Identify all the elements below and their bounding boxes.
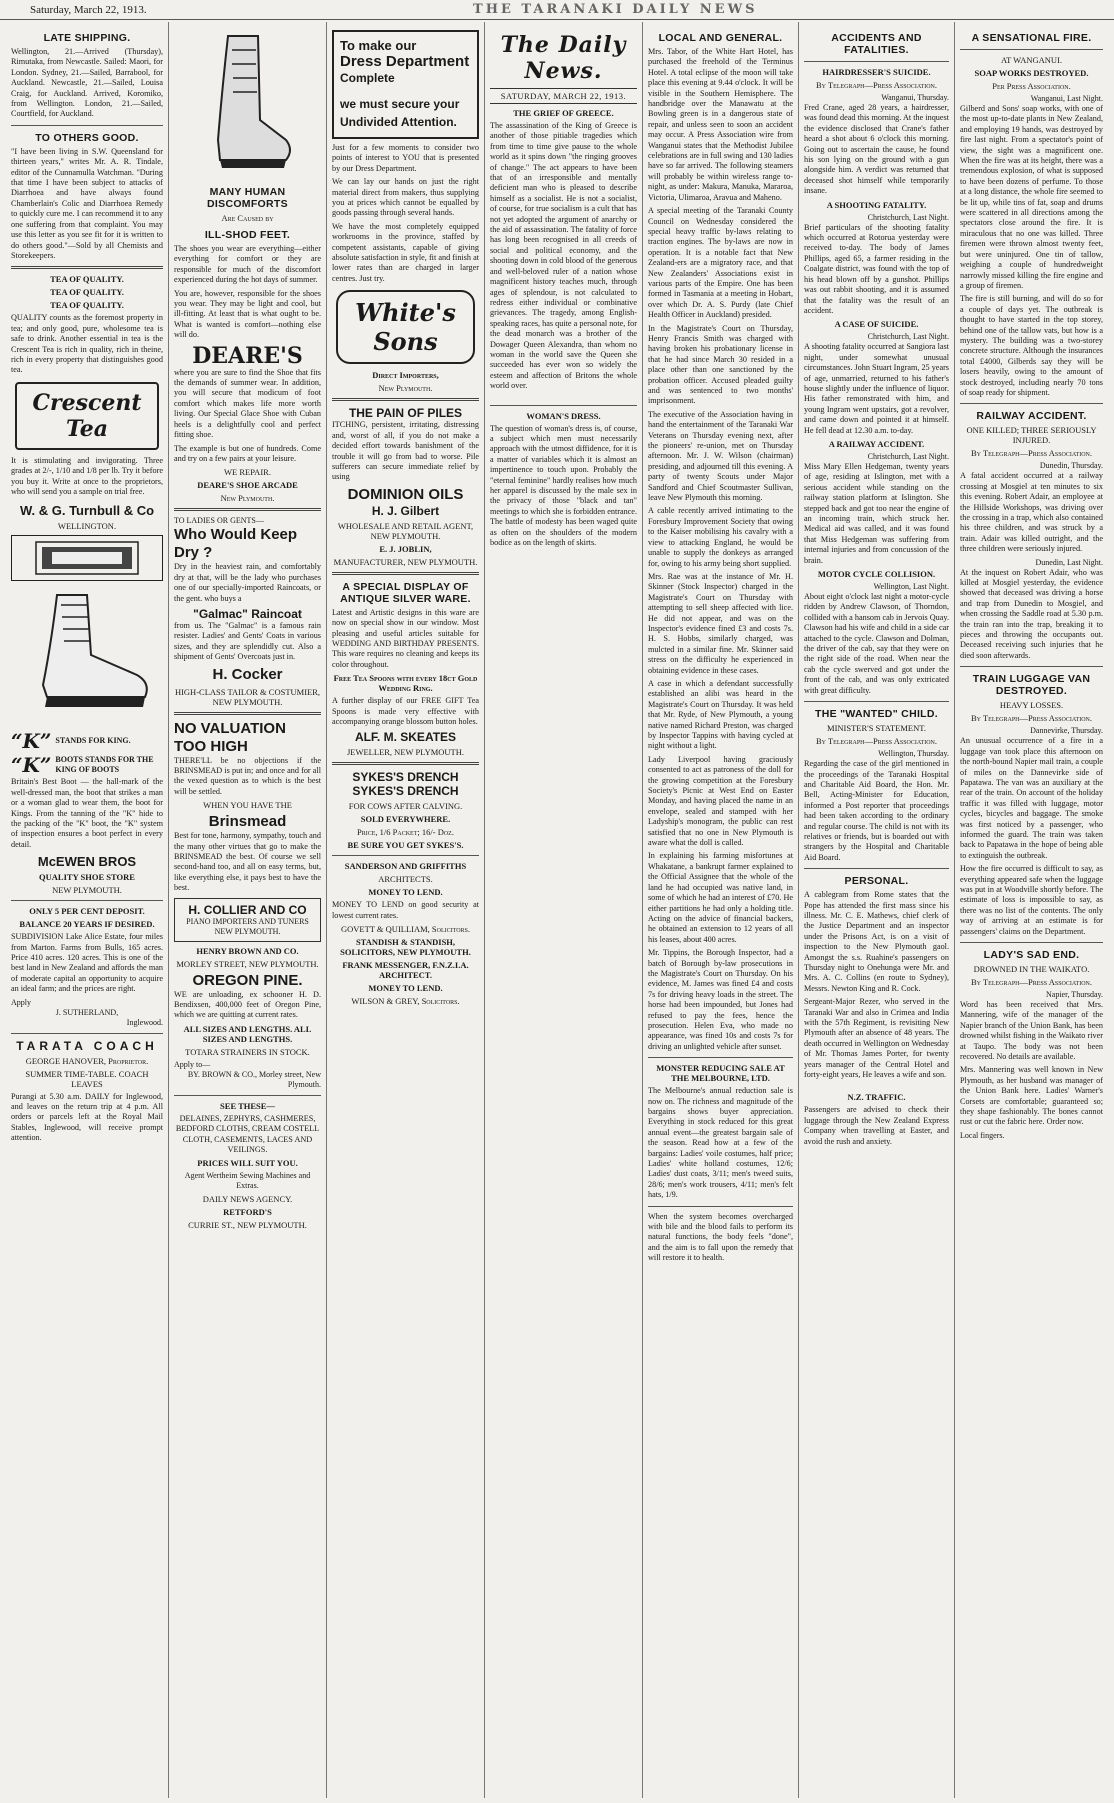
brown-co: BY. BROWN & CO., Morley street, New Plymouth.	[187, 1069, 321, 1089]
divider	[960, 666, 1103, 667]
sold-everywhere: SOLD EVERYWHERE.	[360, 814, 451, 825]
ill-shod-heading: ILL-SHOD FEET.	[204, 229, 291, 241]
press-line: By Telegraph—Press Association.	[816, 80, 937, 90]
must-secure-line: we must secure your Undivided Attention.	[340, 97, 460, 129]
text-filler	[11, 1149, 163, 1152]
see-these: SEE THESE—	[220, 1100, 275, 1111]
heavy-losses-line: HEAVY LOSSES.	[999, 700, 1064, 711]
k-stands-row	[11, 729, 163, 753]
divider	[332, 398, 479, 401]
suicide-text: A shooting fatality occurred at Sangiora last night, under somewhat unusual circumstances. John Stuart Ingram, 25 years of age, unmarried, returned to his father's house slightly under the influence of liquor. His father remonstrated with him, and young Ingram went upstairs, got a revolver, and came down and pointed it at himself. He fell dead at 12.30 a.m. to-day.	[804, 342, 949, 435]
divider	[804, 61, 949, 62]
divider	[804, 701, 949, 702]
greece-heading: THE GRIEF OF GREECE.	[513, 108, 614, 118]
greece-text: The assassination of the King of Greece is another of those pitiable tragedies which from time to time give pause to the whole world as it spins down "the ringing grooves of change." The act appears to have been that of an irresponsible and mentally deficient man who is pleased to describe himself as a socialist. He is not a socialist, of course, for true socialism is a cult that has not yet adopted the argument of anarchy or the aid of assassination. The fatality of force has long been recognised in all creeds of social and political economy, and the shooting down in cold blood of the generous and well-beloved ruler of a nation whose magnificent history teaches much, through ages of splendour, is not calculated to redress either individual or combinative grievances. The tragedy, among English-speaking races, has quite a personal note, for the dead monarch was a brother of the Dowager Queen Alexandra, than whom no woman in the world save the Queen she succeeded has ever won so widely the esteem and affection of Britons the whole world over.	[490, 121, 637, 391]
sykes-title-1: SYKES'S DRENCH	[352, 770, 459, 785]
column-7	[954, 22, 1108, 1798]
govett-line: GOVETT & QUILLIAM, Solicitors.	[340, 924, 471, 935]
dateline: Dunedin, Last Night.	[1035, 557, 1103, 567]
personal-text: A cablegram from Rome states that the Pope has attended the first mass since his illness. Mr. C. E. Mathews, chief clerk of the Justice Department and an inspector under the Prisons Act, is on a visit of inspection to the New Plymouth gaol. Amongst the s.s. Ruahine's passengers on Thursday night to Onehunga were Mr. and Mrs. A. C. Collins (en route to Sydney), Messrs. Newton King and R. Cock.	[804, 890, 949, 993]
divider	[804, 868, 949, 869]
direct-importers: Direct Importers,	[372, 370, 439, 381]
to-others-heading: TO OTHERS GOOD.	[35, 131, 139, 144]
press-line: By Telegraph—Press Association.	[971, 977, 1092, 987]
divider	[174, 712, 321, 715]
divider	[11, 900, 163, 901]
personal-text-2: Sergeant-Major Rezer, who served in the Taranaki War and also in Crimea and India with the 57th Regiment, is revisiting New Plymouth after an absence of 48 years. The death occurred in Wellington on Wednesday of Mr. Thomas James Porter, for twenty years manager of the Central Hotel and forty-eight years, He leaves a wife and son.	[804, 997, 949, 1080]
text-filler	[332, 1011, 479, 1014]
motor-text: About eight o'clock last night a motor-cycle ridden by Andrew Clawson, of Thorndon, collided with a hansom cab in Jervois Quay. Clawson had his wife and child in a side car attached to the cycle. Clawson and Dolman, the driver of the cab, say that they were on the right side of the road. When near the cab the cycle swerved and got under the front of the cab, and was only extricated with great difficulty.	[804, 592, 949, 695]
divider	[11, 266, 163, 269]
local-text-7: A case in which a defendant successfully established an alibi was heard in the Magistrate's Court on Thursday. It was held that Mr. Ryde, of New Plymouth, a young native named Richard Preston, was charged by Inspector Tappins with having cycled at night without a light.	[648, 678, 793, 751]
fire-text: Gilberd and Sons' soap works, with one of the most up-to-date plants in New Zealand, and employing 19 hands, was destroyed by fire last night. From a spectator's point of view, the sight was a magnificent one. When the fire was at its height, there was a tremendous explosion, of what is supposed to have been dozens of perfume. To those at a long distance, the whole fire seemed to be lit up, while tins of fat, soap and drums were scattered in all directions among the spectators close around the fire. It is miraculous that no one was killed. Three firemen were thrown almost twenty feet, but were uninjured. One tin of tallow, weighing a couple of hundredweight narrowly missed killing the fire engine and a group of firemen.	[960, 104, 1103, 290]
minister-heading: MINISTER'S STATEMENT.	[827, 723, 926, 734]
local-text-1: Mrs. Tabor, of the White Hart Hotel, has purchased the freehold of the Terminus Hotel. A total eclipse of the moon will take place this evening at 9.44 o'clock. It will be visible in the Southern Hemisphere. The handbridge over the Manawatu at the Bowling green is in a dangerous state of repair, and unless seen to soon an accident may occur. A Press Association wire from Wanganui states that the Methodist Jubilee celebrations are in full swing and 130 ladies have so far arrived. The following steamers will probably be within wireless range to-night, as under: Makura, Manuka, Mararoa, Victoria, Ulimaroa, Aravua and Maheno.	[648, 47, 793, 202]
editorial-date: SATURDAY, MARCH 22, 1913.	[490, 88, 637, 104]
masthead-title: THE TARANAKI DAILY NEWS	[473, 2, 758, 17]
column-1	[6, 22, 168, 1798]
soap-heading: SOAP WORKS DESTROYED.	[974, 68, 1089, 78]
wanted-text: Regarding the case of the girl mentioned in the proceedings of the Taranaki Hospital and Charitable Aid Board, the Hon. Mr. Bell, Acting-Minister for Education, informed a Post reporter that proceedings had been taken according to the ordinary and regular course. The child is not with its relatives or friends, but is boarded out with strangers by the Hospital and Charitable Aid Board.	[804, 759, 949, 862]
press-line: By Telegraph—Press Association.	[971, 713, 1092, 724]
when-system-text: When the system becomes overcharged with bile and the blood fails to perform its natural functions, the body feels "done", and the aim is to fall upon the remedy that will restore it to health.	[648, 1211, 793, 1263]
no-valuation-title: NO VALUATION TOO HIGH	[174, 719, 286, 755]
shooting-text: Brief particulars of the shooting fatality which occurred at Rotorua yesterday were received to-day. The body of James Phillips, aged 65, a farmer residing in the Coalgate district, was found with the top of his head blown off by a gunshot. Phillips was out rabbit shooting, and it is assumed that the fatality was the result of an accident.	[804, 222, 949, 315]
fire-text-2: The fire is still burning, and will do so for a couple of days yet. The outbreak is thought to have started in the top storey, behind one of the tallow vats, but how is a mystery. The building was a two-storey concrete structure. Although the insurances total £4000, Gilberds say they will be losers heavily, owing to the amount of stock destroyed, including nearly 70 tons of soap ready for shipment.	[960, 294, 1103, 397]
k-letter-icon: “K”	[11, 753, 52, 778]
hairdresser-heading: HAIRDRESSER'S SUICIDE.	[822, 67, 931, 77]
silver-text: Latest and Artistic designs in this ware are now on special show in our window. Most pleasing and useful articles suitable for WEDDING AND BIRTHDAY PRESENTS. This ware requires no cleaning and keeps its color throughout.	[332, 607, 479, 669]
deares-title: DEARE'S	[192, 342, 303, 369]
all-sizes-line: ALL SIZES AND LENGTHS. ALL SIZES AND LENGTHS.	[183, 1023, 312, 1044]
k-letter-icon: “K”	[11, 729, 52, 754]
column-5	[642, 22, 798, 1798]
k-stands-text: STANDS FOR KING.	[55, 736, 131, 746]
crescent-text: It is stimulating and invigorating. Three grades at 2/-, 1/10 and 1/8 per lb. Try it before you buy it. Write at once to the proprietors, who will send you a sample on trial free.	[11, 455, 163, 496]
money-to-lend-title-2: MONEY TO LEND.	[368, 983, 443, 994]
divider	[490, 405, 637, 406]
gilbert-subtitle: WHOLESALE AND RETAIL AGENT, NEW PLYMOUTH.	[337, 520, 474, 541]
text-filler	[648, 1269, 793, 1272]
money-to-lend-title: MONEY TO LEND.	[368, 887, 443, 898]
retford-address: CURRIE ST., NEW PLYMOUTH.	[188, 1220, 307, 1231]
newspaper-columns	[6, 22, 1108, 1798]
dress-department-line: Dress Department	[340, 53, 470, 70]
traffic-text: Passengers are advised to check their luggage through the New Zealand Express Company when travelling at Easter, and avoid the rush and anxiety.	[804, 1105, 949, 1146]
local-text-10: Mr. Tippins, the Borough Inspector, had a batch of Borough by-law prosecutions in the Magistrate's Court on Thursday. On his evidence, M. James was fined £4 and costs 7s for driving heavy loads in the street. The horse had been impounded, but Jones had refused to pay the fees, hence the prosecution. Helen Eva, who made no appearance, was fined 10s and costs 7s for driving an unlighted vehicle after sunset.	[648, 948, 793, 1051]
oregon-pine-title: OREGON PINE.	[192, 971, 303, 989]
tarata-subtitle: SUMMER TIME-TABLE. COACH LEAVES	[25, 1068, 149, 1089]
late-shipping-heading: LATE SHIPPING.	[43, 32, 131, 44]
henry-brown-name: HENRY BROWN AND CO.	[196, 945, 299, 956]
deares-arcade: DEARE'S SHOE ARCADE	[197, 480, 298, 491]
accidents-heading: ACCIDENTS AND FATALITIES.	[831, 32, 922, 56]
luggage-heading: TRAIN LUGGAGE VAN DESTROYED.	[972, 673, 1091, 698]
tarata-text: Purangi at 5.30 a.m. DAILY for Inglewood, and leaves on the return trip at 4 p.m. All orders or parcels left at the Royal Mail Stables, Inglewood, will receive prompt attention.	[11, 1091, 163, 1143]
column-6	[798, 22, 954, 1798]
personal-heading: PERSONAL.	[844, 875, 909, 888]
luggage-text-2: How the fire occurred is difficult to say, as everything appeared safe when the luggage was put in at Woodville shortly before. The estimate of loss is impossible to say, as there was no list of the contents. The only way of arriving at an estimate is for passengers' claims on the Department.	[960, 864, 1103, 936]
discomforts-heading: MANY HUMAN DISCOMFORTS	[207, 186, 288, 210]
divider	[11, 1033, 163, 1034]
money-text: MONEY TO LEND on good security at lowest current rates.	[332, 900, 479, 920]
one-killed-line: ONE KILLED; THREE SERIOUSLY INJURED.	[966, 425, 1097, 446]
nz-traffic-heading: N.Z. TRAFFIC.	[847, 1092, 906, 1103]
deposit-line: ONLY 5 PER CENT DEPOSIT.	[29, 906, 145, 917]
dominion-oils-title: DOMINION OILS	[347, 485, 464, 503]
suicide-heading: A CASE OF SUICIDE.	[834, 319, 919, 330]
piles-text: ITCHING, persistent, irritating, distressing and, worst of all, if you do not make a decided effort towards banishment of the trouble it will go from bad to worse. Pile sufferers can secure immediate relief by using	[332, 420, 479, 482]
fire-heading: A SENSATIONAL FIRE.	[971, 32, 1092, 44]
local-text-2: A special meeting of the Taranaki County Council on Wednesday considered the special heavy traffic by-laws relating to traction engines. The by-laws are now in operation. It is a notable fact that New Zealand-ers are a migratory race, and that New Zealanders' Associations exist in various parts of the Empire. One has been formed in Tasmania at a meeting in Hobart, over which Dr. A. S. Purdy (late Chief Health Officer in Auckland) presided.	[648, 206, 793, 320]
rail-text-2: At the inquest on Robert Adair, who was killed at Mosgiel yesterday, the evidence showed that deceased was driving a horse and trap from Dunedin to Mosgiel, and when crossing the Saddle road at 5.30 p.m. the train ran into the trap, breaking it to pieces and throwing the occupants out. Deceased receiving such injuries that he died soon afterwards.	[960, 567, 1103, 660]
tea-line-2: TEA OF QUALITY.	[50, 287, 124, 298]
we-repair: WE REPAIR.	[224, 467, 271, 478]
motor-heading: MOTOR CYCLE COLLISION.	[817, 569, 936, 580]
valuation-text: THERE'LL be no objections if the BRINSMEAD is put in; and once and for all the vexed question as to which is the best will be settled.	[174, 755, 321, 796]
mcewen-subtitle: QUALITY SHOE STORE	[39, 872, 135, 883]
silver-title: A SPECIAL DISPLAY OF ANTIQUE SILVER WARE.	[340, 580, 471, 605]
cocker-subtitle: HIGH-CLASS TAILOR & COSTUMIER, NEW PLYMOUTH.	[174, 686, 321, 707]
tarata-proprietor: GEORGE HANOVER, Proprietor.	[25, 1055, 149, 1066]
sutherland-location: Inglewood.	[126, 1017, 163, 1027]
brinsmead-name: Brinsmead	[208, 813, 287, 831]
wilson-line: WILSON & GREY, Solicitors.	[351, 996, 460, 1007]
dateline: Dannevirke, Thursday.	[1030, 726, 1103, 736]
shod-text: The shoes you wear are everything—either everything for comfort or they are responsible for much of the discomfort experienced during the hot days of summer.	[174, 244, 321, 285]
tea-line-3: TEA OF QUALITY.	[50, 300, 124, 311]
galmac-text: from us. The "Galmac" is a famous rain resister. Ladies' and Gents' Coats in various sizes, and they are splendidly cut. Also a shipment of Gents' Overcoats just in.	[174, 620, 321, 662]
collier-ad	[174, 898, 321, 942]
column-2	[168, 22, 326, 1798]
at-wanganui: AT WANGANUI.	[1000, 55, 1063, 65]
totara-line: TOTARA STRAINERS IN STOCK.	[185, 1046, 310, 1057]
deares-location: New Plymouth.	[220, 493, 275, 504]
lady-text-2: Mrs. Mannering was well known in New Plymouth, as her husband was manager of the Union Bank here. Ladies' Warner's Corsets are comfortable; guaranteed so; they shape fashionably. The bones cannot rust or cut the fabric here. Order now.	[960, 1065, 1103, 1127]
tea-packet-image	[11, 535, 163, 581]
dateline: Christchurch, Last Night.	[867, 451, 949, 461]
tea-quality-text: QUALITY counts as the foremost property in tea; and only good, pure, wholesome tea is safe to drink. Another essential in tea is the Crescent Tea is rich in quality, rich in theine, rich in every property that distinguishes good tea.	[11, 313, 163, 375]
local-text-4: The executive of the Association having in hand the entertainment of the Taranaki War Veterans on Thursday evening next, after the pioneers' re-union, met on Thursday afternoon. Mr. J. W. Wilson (chairman) presiding, and adjourned till this evening. A party of twenty Scouts under Major Sandford and Chief Scoutmaster Sullivan, leave New Plymouth this morning.	[648, 409, 793, 503]
balance-line: BALANCE 20 YEARS IF DESIRED.	[19, 919, 155, 930]
local-fingers-line: Local fingers.	[960, 1130, 1005, 1140]
dateline: Wellington, Last Night.	[873, 582, 949, 592]
be-sure-line: BE SURE YOU GET SYKES'S.	[347, 840, 464, 851]
turnbull-name: W. & G. Turnbull & Co	[19, 503, 155, 519]
dateline: Wanganui, Thursday.	[881, 93, 949, 102]
dateline: Napier, Thursday.	[1046, 990, 1103, 999]
monster-sale-heading: MONSTER REDUCING SALE AT THE MELBOURNE, LTD.	[656, 1063, 785, 1084]
cocker-name: H. Cocker	[212, 665, 283, 683]
divider	[174, 1095, 321, 1096]
retford-name: RETFORD'S	[223, 1207, 272, 1218]
divider	[332, 762, 479, 765]
divider	[648, 1206, 793, 1207]
divider	[332, 855, 479, 856]
dateline: Dunedin, Thursday.	[1039, 461, 1103, 471]
attention-text: Just for a few moments to consider two points of interest to YOU that is presented by our Dress Department.	[332, 143, 479, 173]
press-line: By Telegraph—Press Association.	[971, 448, 1092, 459]
luggage-text: An unusual occurrence of a fire in a luggage van took place this afternoon on the north-bound Napier mail train, a couple of miles on the Dannevirke side of Papatawa. The van was an auxiliary at the rear of the train. On account of the holiday traffic it was filled with luggage, motor cycles, bicycles and baggage. The smoke was first noticed by a passenger, who informed the guard. The train was taken back to Papatawa in the hope of being able to extinguish the outbreak.	[960, 736, 1103, 860]
attention-text-3: We have the most completely equipped workrooms in the province, staffed by competent assistants, capable of giving absolute satisfaction in style, fit and finish at lower rates than are charged in larger centres. Just try.	[332, 221, 479, 283]
complete-line: Complete	[340, 71, 395, 85]
when-you-have: WHEN YOU HAVE THE	[203, 800, 292, 811]
text-filler	[490, 397, 637, 400]
whites-sons-logo: White's Sons	[336, 290, 475, 364]
shoe-illustration-icon	[198, 30, 298, 180]
editorial-masthead: The Daily News.	[500, 32, 627, 84]
galmac-title: "Galmac" Raincoat	[193, 606, 302, 621]
messenger-line: FRANK MESSENGER, F.N.Z.I.A. ARCHITECT.	[342, 960, 469, 981]
column-3	[326, 22, 484, 1798]
standish-line: STANDISH & STANDISH, SOLICITORS, NEW PLYMOUTH.	[340, 937, 471, 958]
local-text-9: In explaining his farming misfortunes at Whakatane, a bankrupt farmer explained to the Official Assignee that the whole of the land he had occupied was native land, in some of which he had an interest of £70. He either partitions he had only a holding title. Acting on the advice of financial backers, he obtained an extension to 12 years of all his leases, about 400 acres.	[648, 851, 793, 944]
press-line: By Telegraph—Press Association.	[816, 736, 937, 747]
divider	[960, 49, 1103, 50]
divider	[174, 508, 321, 511]
whites-location: New Plymouth.	[378, 383, 433, 394]
lady-heading: LADY'S SAD END.	[983, 949, 1080, 961]
subdivision-text: SUBDIVISION Lake Alice Estate, four miles from Marton. Farms from Bulls, 165 acres. Price 410 acres. 120 acres. This is one of the best land in New Zealand and affords the man of moderate capital an opportunity to acquire an ideal farm; and the prices are right.	[11, 932, 163, 994]
ladies-line: TO LADIES OR GENTS—	[174, 516, 264, 526]
local-text-6: Mrs. Rae was at the instance of Mr. H. Skinner (Stock Inspector) charged in the Magistrate's Court on Thursday with attempting to sell sheep affected with lice. He did not appear, and was on the Inspector's evidence fined £3 and costs 7s. H. S. Hobbs, similarly charged, was mulcted in a similar fine. Mr. Skinner said stress on the difficulty he experienced in obtaining evidence in these cases.	[648, 571, 793, 675]
divider	[648, 1057, 793, 1058]
deares-text-2: The example is but one of hundreds. Come and try on a few pairs at your leisure.	[174, 443, 321, 463]
tea-packet-icon	[32, 538, 142, 578]
crescent-tea-logo: Crescent Tea	[15, 382, 159, 450]
agency-line: DAILY NEWS AGENCY.	[202, 1194, 293, 1205]
hairdresser-text: Fred Crane, aged 28 years, a hairdresser, was found dead this morning. At the inquest the evidence disclosed that Crane's father heard a shot about 6 o'clock this morning. Going out to ascertain the cause, he found his son lying on the ground with a gun alongside him. A verdict was returned that deceased shot himself while temporarily insane.	[804, 103, 949, 196]
free-spoons-line: Free Tea Spoons with every 18ct Gold Wedding Ring.	[333, 673, 478, 694]
brinsmead-text: Best for tone, harmony, sympathy, touch and the many other virtues that go to make the BRINSMEAD the best. Of course we sell second-hand too, and all on easy terms, but, like everything else, it pays best to have the best.	[174, 831, 321, 893]
architects-line: ARCHITECTS.	[378, 874, 433, 885]
skeates-subtitle: JEWELLER, NEW PLYMOUTH.	[346, 747, 465, 758]
divider	[11, 125, 163, 126]
divider	[960, 942, 1103, 943]
prices-line: PRICES WILL SUIT YOU.	[197, 1158, 298, 1169]
apply-label: Apply	[11, 997, 31, 1007]
drowned-line: DROWNED IN THE WAIKATO.	[973, 964, 1090, 974]
turnbull-location: WELLINGTON.	[57, 521, 117, 532]
agent-line: Agent Wertheim Sewing Machines and Extras.	[184, 1171, 311, 1191]
boot-illustration-icon	[17, 585, 157, 725]
joblin-name: E. J. JOBLIN,	[379, 543, 432, 554]
oregon-text: WE are unloading, ex schooner H. D. Bendixsen, 400,000 feet of Oregon Pine, which we are quitting at current rates.	[174, 989, 321, 1020]
womans-dress-text: The question of woman's dress is, of course, a subject which men must necessarily approach with the utmost diffidence, for it is a matter of variables which it is almost an impertinence to touch upon. Probably the "eternal feminine" hardly realises how much her apparel is discussed by the male sex in the privacy of those "black and tan" meetings to which she is forbidden entrance. The battle of modesty has been waged quite as often on the shoulders of the modern bodice as on the length of skirts.	[490, 423, 637, 548]
attention-text-2: We can lay our hands on just the right material direct from makers, thus supplying you at prices which cannot be equalled by goods passing through several hands.	[332, 177, 479, 218]
tarata-coach-title: TARATA COACH	[16, 1038, 158, 1053]
lady-text: Word has been received that Mrs. Mannering, wife of the manager of the Napier branch of the Union Bank, has been drowned whilst fishing in the Waikato river at Taupo. The body was not been recovered. No details are available.	[960, 1000, 1103, 1062]
make-our-line: To make our	[340, 38, 417, 53]
page-masthead	[0, 0, 1114, 20]
mcewen-name: McEWEN BROS	[37, 854, 137, 870]
shod-text-2: You are, however, responsible for the shoes you wear. They may be light and cool, but ill-fitting. At least that is what ought to be. What is wanted is comfort—nothing else will do.	[174, 288, 321, 340]
caused-by: Are Caused by	[221, 213, 274, 223]
k-boots-row	[11, 753, 163, 777]
womans-dress-heading: WOMAN'S DRESS.	[526, 410, 601, 421]
text-filler	[490, 553, 637, 556]
masthead-date: Saturday, March 22, 1913.	[30, 3, 147, 16]
piles-title: THE PAIN OF PILES	[348, 406, 463, 421]
henry-brown-address: MORLEY STREET, NEW PLYMOUTH.	[176, 958, 319, 969]
silver-text-2: A further display of our FREE GIFT Tea Spoons is made very effective with accompanying orange blossom button holes.	[332, 696, 479, 726]
k-boots-text: BOOTS STANDS FOR THE KING OF BOOTS	[55, 755, 154, 775]
skeates-name: ALF. M. SKEATES	[354, 730, 457, 745]
sykes-title-2: SYKES'S DRENCH	[352, 784, 459, 799]
wanted-child-heading: THE "WANTED" CHILD.	[815, 708, 938, 721]
sykes-price: Price, 1/6 Packet; 16/- Doz.	[357, 827, 454, 838]
dateline: Wanganui, Last Night.	[1030, 94, 1103, 103]
sykes-subtitle: FOR COWS AFTER CALVING.	[348, 801, 463, 812]
press-line: Per Press Association.	[992, 81, 1071, 91]
mcewen-location: NEW PLYMOUTH.	[52, 885, 122, 896]
shooting-heading: A SHOOTING FATALITY.	[826, 199, 927, 210]
monster-sale-text: The Melbourne's annual reduction sale is now on. The richness and magnitude of the bargains shows buyer appreciation. Everything in stock reduced for this great annual event—the greatest bargain sale of the season. Read how at a few of the bargains: Ladies' voile costumes, half price; Ladies' white holland costumes, 12/6; Ladies' dust coats, 3/11; men's tweed suits, 28/6; men's work trousers, 4/11; men's felt hats, 1/9.	[648, 1086, 793, 1200]
gilbert-name: H. J. Gilbert	[371, 503, 440, 518]
railway-text: Miss Mary Ellen Hedgeman, twenty years of age, residing at Islington, met with a serious accident while standing on the railway station platform at Islington. She stepped back and got too near the engine of an incoming train, which struck her. Medical aid was called, and it was found that Miss Hedgeman was suffering from internal injuries and from concussion of the brain.	[804, 461, 949, 565]
local-general-heading: LOCAL AND GENERAL.	[658, 32, 783, 44]
see-list: DELAINES, ZEPHYRS, CASHMERES, BEDFORD CLOTHS, CREAM COSTELL CLOTH, CASEMENTS, LACES AND VEILINGS.	[175, 1113, 320, 1155]
sutherland-name: J. SUTHERLAND,	[55, 1007, 119, 1017]
local-text-5: A cable recently arrived intimating to the Foresbury Improvement Society that owing to the Kaiser mobilising his cavalry with a view to attacking England, he would be unable to supply the donkeys as arranged for, owing to his army being short supplied.	[648, 506, 793, 568]
divider	[960, 403, 1103, 404]
local-text-8: Lady Liverpool having graciously consented to act as patroness of the doll for the growing competition at the Foresbury Society's Picnic at West End on Easter Monday, and having placed the name in an envelope, sealed and stamped with her Ladyship's monogram, the public can rest satisfied that no one in New Plymouth is aware what the doll is called.	[648, 754, 793, 848]
text-filler	[804, 1085, 949, 1088]
joblin-subtitle: MANUFACTURER, NEW PLYMOUTH.	[333, 556, 478, 567]
dateline: Christchurch, Last Night.	[867, 332, 949, 342]
divider	[332, 572, 479, 575]
railway-heading: A RAILWAY ACCIDENT.	[828, 438, 925, 449]
dateline: Christchurch, Last Night.	[867, 212, 949, 222]
dateline: Wellington, Thursday.	[878, 749, 949, 759]
tea-line-1: TEA OF QUALITY.	[50, 274, 124, 285]
late-shipping-text: Wellington, 21.—Arrived (Thursday), Rimutaka, from Newcastle. Sailed: Maori, for London. Sydney, 21.—Sailed, Barrabool, for Auckland. Newcastle, 21.—Sailed, Louisa Craig, for Auckland. Arrived, Koromiko, from Wellington. London, 21.—Sailed, Courtfield, for Auckland.	[11, 47, 163, 119]
rail-text: A fatal accident occurred at a railway crossing at Mosgiel at ten minutes to six this evening. Robert Adair, an employee at the Hillside Workshops, was driving over the crossing in a trap, which also contained his three children, and was struck by a train. Adair was killed outright, and the three children were seriously injured.	[960, 471, 1103, 554]
collier-subtitle: PIANO IMPORTERS AND TUNERS NEW PLYMOUTH.	[186, 916, 309, 936]
keep-dry-title: Who Would Keep Dry ?	[174, 526, 298, 562]
dress-dept-ad	[332, 30, 479, 139]
sanderson-name: SANDERSON AND GRIFFITHS	[344, 861, 467, 872]
k-description: Britain's Best Boot — the hall-mark of the well-dressed man, the boot that strikes a man or a woman glad to wear them, the boot for Kings. From the tanning of the "K" hide to the packing of the "K" boot, the "K" system of inspection ensures a boot perfect in every detail.	[11, 777, 163, 849]
collier-name: H. COLLIER AND CO	[188, 902, 307, 917]
rail-accident-heading: RAILWAY ACCIDENT.	[976, 410, 1087, 423]
deares-text: where you are sure to find the Shoe that fits the demands of summer wear. In addition, you will secure that modicum of foot comfort which makes life more worth living. Our Special Glace Shoe with Cuban heels is a delightfully cool and perfect fitting shoe.	[174, 367, 321, 440]
column-4	[484, 22, 642, 1798]
to-others-text: "I have been living in S.W. Queensland for thirteen years," writes Mr. A. R. Tindale, editor of the Cunnamulla Watchman. "During that time I have been subject to attacks of Diarrhoea and have always found Chamberlain's Colic and Diarrhoea Remedy to quickly cure me. I can recommend it to any one suffering from that complaint. You may use this letter as you see fit for it is written to do others good."—Sold by all Chemists and Storekeepers.	[11, 146, 163, 260]
local-text-3: In the Magistrate's Court on Thursday, Henry Francis Smith was charged with having broken his probationary license in that he had since March 30 resided in a place other than one sanctioned by the probation officer. Accused pleaded guilty and was sentenced to two months' imprisonment.	[648, 323, 793, 406]
apply-to: Apply to—	[174, 1059, 211, 1069]
keep-dry-text: Dry in the heaviest rain, and comfortably dry at that, will be the lady who purchases one of our specially-imported Raincoats, or the gent. who buys a	[174, 562, 321, 603]
